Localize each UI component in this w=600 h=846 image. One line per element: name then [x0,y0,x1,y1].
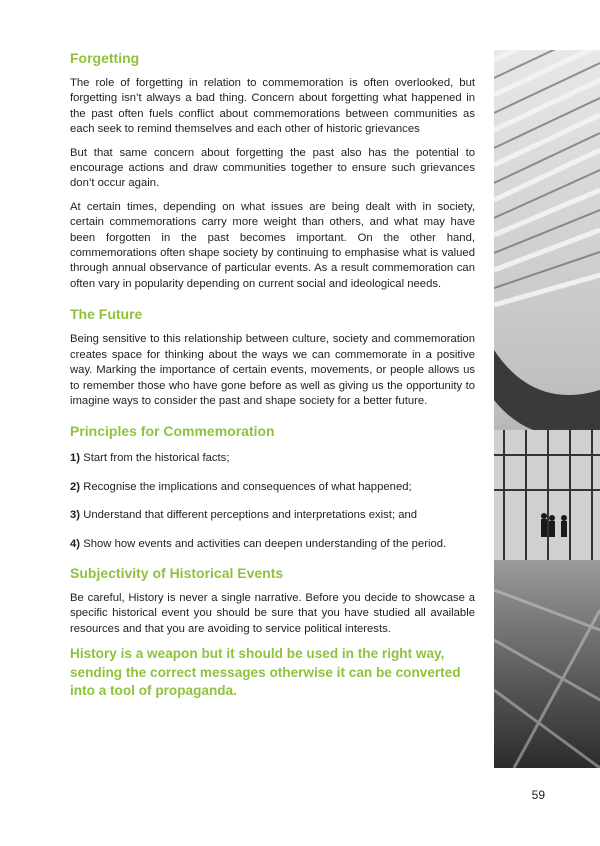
principle-item-3: 3) Understand that different perceptions and interpretations exist; and [70,509,418,522]
future-heading: The Future [70,306,143,323]
principles-heading: Principles for Commemoration [70,423,275,440]
principle-item-4: 4) Show how events and activities can deepen understanding of the period. [70,537,447,550]
principle-item-1: 1) Start from the historical facts; [70,452,230,465]
future-paragraph-1: Being sensitive to this relationship between culture, society and commemoration creates space for thinking about the ways we can commemorate in a positive way. Marking the importance of certain events, movements, or people allows us to remember those who have gone before as well as giving us the opportunity to imagine ways to consider the past and shape society for a better future. [70,333,475,407]
principle-item-2: 2) Recognise the implications and consequences of what happened; [70,480,412,493]
forgetting-paragraph-2: But that same concern about forgetting the past also has the potential to encourage actions and draw communities together to ensure such grievances don’t occur again. [70,146,475,190]
forgetting-paragraph-3: At certain times, depending on what issues are being dealt with in society, certain commemorations carry more weight than others, and what may have been forgotten in the past becomes important. On the other hand, commemorations often shape society by continuing to emphasise what is valued through annual observance of particular events. As a result commemoration can often vary in popularity depending on current social and ideological needs. [70,200,475,290]
subjectivity-paragraph-1: Be careful, History is never a single narrative. Before you decide to showcase a specific historical event you should be sure that you have studied all available resources and that you are avoiding to service political interests. [70,591,475,635]
page-content [70,50,475,701]
architecture-photo [494,50,600,768]
architecture-photo-graphic [494,50,600,768]
subjectivity-heading: Subjectivity of Historical Events [70,564,284,581]
forgetting-paragraph-1: The role of forgetting in relation to commemoration is often overlooked, but forgetting isn’t always a bad thing. Concern about forgetting what happened in the past often fuels conflict about commemorations between communities as each seek to remind themselves and each other of historic grievances [70,77,475,136]
propaganda-quote: History is a weapon but it should be used in the right way, sending the correct messages otherwise it can be converted into a tool of propaganda. [70,646,461,699]
forgetting-heading: Forgetting [70,50,140,66]
page-number: 59 [531,788,545,802]
